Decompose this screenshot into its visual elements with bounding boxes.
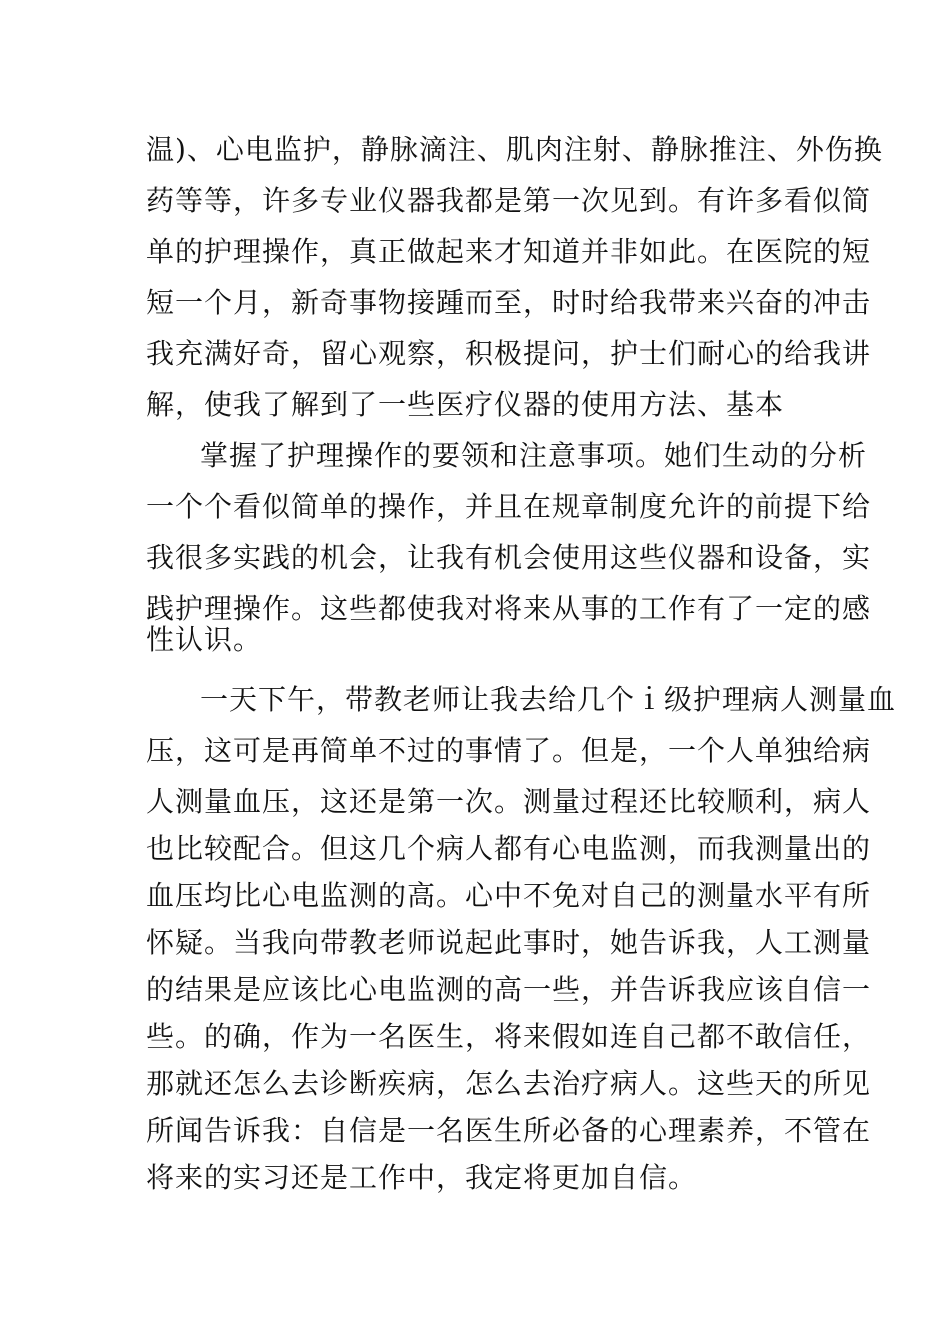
text-line: 一个个看似简单的操作，并且在规章制度允许的前提下给 bbox=[146, 490, 872, 523]
text-line: 我很多实践的机会，让我有机会使用这些仪器和设备，实 bbox=[146, 541, 872, 574]
text-line: 所闻告诉我：自信是一名医生所必备的心理素养，不管在 bbox=[146, 1114, 872, 1147]
text-line: 血压均比心电监测的高。心中不免对自己的测量水平有所 bbox=[146, 879, 872, 912]
paragraph-first-line: 一天下午，带教老师让我去给几个ｉ级护理病人测量血 bbox=[200, 683, 897, 716]
text-line: 药等等，许多专业仪器我都是第一次见到。有许多看似简 bbox=[146, 184, 872, 217]
text-line: 人测量血压，这还是第一次。测量过程还比较顺利，病人 bbox=[146, 785, 872, 818]
text-line: 性认识。 bbox=[146, 623, 263, 656]
text-line: 单的护理操作，真正做起来才知道并非如此。在医院的短 bbox=[146, 235, 872, 268]
text-line: 短一个月，新奇事物接踵而至，时时给我带来兴奋的冲击 bbox=[146, 286, 872, 319]
text-line: 那就还怎么去诊断疾病，怎么去治疗病人。这些天的所见 bbox=[146, 1067, 872, 1100]
text-line: 怀疑。当我向带教老师说起此事时，她告诉我，人工测量 bbox=[146, 926, 872, 959]
text-line: 将来的实习还是工作中，我定将更加自信。 bbox=[146, 1161, 698, 1194]
text-line: 我充满好奇，留心观察，积极提问，护士们耐心的给我讲 bbox=[146, 337, 872, 370]
text-line: 践护理操作。这些都使我对将来从事的工作有了一定的感 bbox=[146, 592, 872, 625]
paragraph-first-line: 掌握了护理操作的要领和注意事项。她们生动的分析 bbox=[200, 439, 868, 472]
text-line: 的结果是应该比心电监测的高一些，并告诉我应该自信一 bbox=[146, 973, 872, 1006]
text-line: 解，使我了解到了一些医疗仪器的使用方法、基本 bbox=[146, 388, 785, 421]
text-line: 温)、心电监护，静脉滴注、肌肉注射、静脉推注、外伤换 bbox=[146, 133, 883, 166]
text-line: 也比较配合。但这几个病人都有心电监测，而我测量出的 bbox=[146, 832, 872, 865]
text-line: 压，这可是再简单不过的事情了。但是，一个人单独给病 bbox=[146, 734, 872, 767]
text-line: 些。的确，作为一名医生，将来假如连自己都不敢信任， bbox=[146, 1020, 872, 1053]
